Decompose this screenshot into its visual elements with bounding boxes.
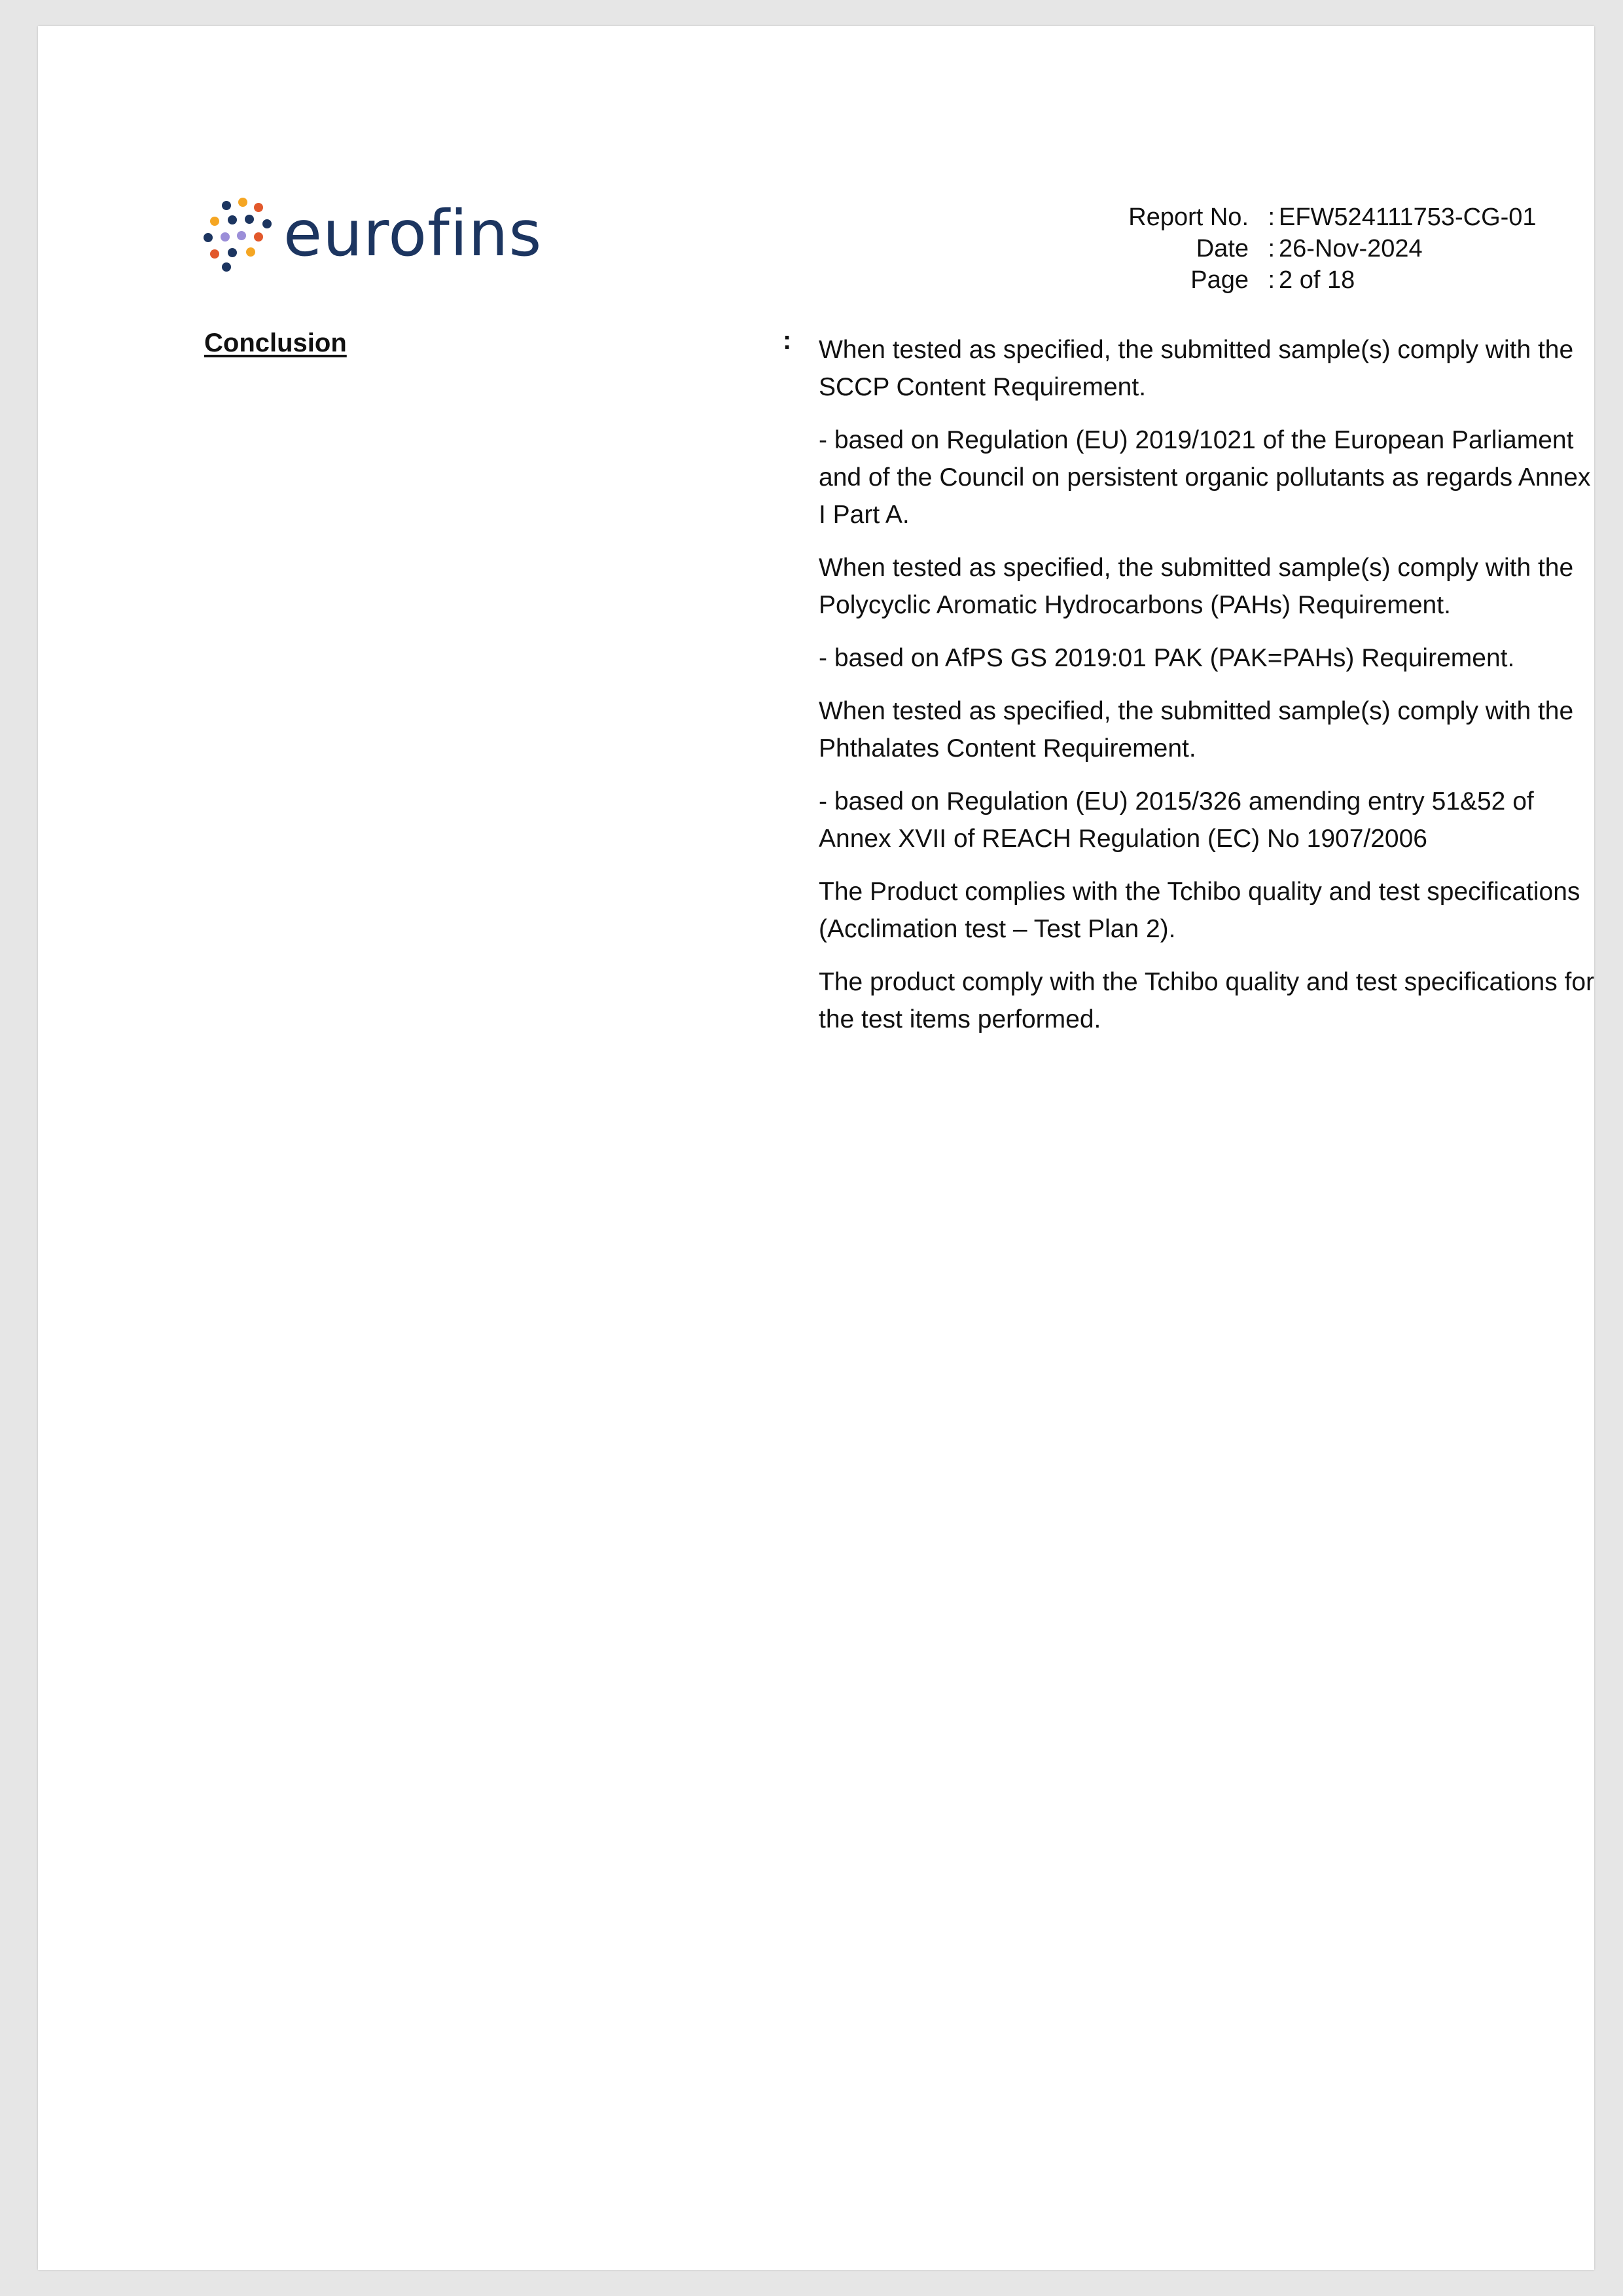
conclusion-paragraph: When tested as specified, the submitted sample(s) comply with the SCCP Content Requirement. — [819, 336, 1574, 401]
report-no-value: EFW524111753-CG-01 — [1279, 204, 1537, 231]
report-meta — [1039, 202, 1537, 296]
conclusion-colon: : — [783, 326, 792, 355]
meta-colon: : — [1268, 266, 1275, 294]
page-label: Page — [1190, 266, 1249, 294]
conclusion-paragraph: The product comply with the Tchibo quality and test specifications for the test items performed. — [819, 968, 1595, 1033]
meta-colon: : — [1268, 235, 1275, 262]
date-row — [1039, 233, 1537, 264]
conclusion-paragraph: - based on Regulation (EU) 2019/1021 of the European Parliament and of the Council on persistent organic pollutants as regards Annex I Part A. — [819, 426, 1591, 529]
document-page — [38, 26, 1594, 2270]
conclusion-paragraph: The Product complies with the Tchibo quality and test specifications (Acclimation test – Test Plan 2). — [819, 878, 1580, 943]
eurofins-logo — [202, 196, 568, 281]
eurofins-logo-icon — [202, 196, 280, 275]
logo-wordmark: eurofins — [283, 197, 543, 270]
conclusion-body — [819, 331, 1597, 1054]
conclusion-paragraph: - based on Regulation (EU) 2015/326 amending entry 51&52 of Annex XVII of REACH Regulation (EC) No 1907/2006 — [819, 787, 1534, 853]
conclusion-paragraph: When tested as specified, the submitted sample(s) comply with the Polycyclic Aromatic Hydrocarbons (PAHs) Requirement. — [819, 554, 1574, 619]
date-label: Date — [1196, 235, 1249, 262]
report-no-row — [1039, 202, 1537, 233]
conclusion-heading: Conclusion — [204, 329, 347, 357]
report-no-label: Report No. — [1128, 204, 1249, 231]
meta-colon: : — [1268, 204, 1275, 231]
date-value: 26-Nov-2024 — [1279, 235, 1423, 262]
page-value: 2 of 18 — [1279, 266, 1355, 294]
page-row — [1039, 264, 1537, 296]
conclusion-paragraph: - based on AfPS GS 2019:01 PAK (PAK=PAHs) Requirement. — [819, 644, 1515, 672]
conclusion-paragraph: When tested as specified, the submitted sample(s) comply with the Phthalates Content Requirement. — [819, 697, 1574, 762]
